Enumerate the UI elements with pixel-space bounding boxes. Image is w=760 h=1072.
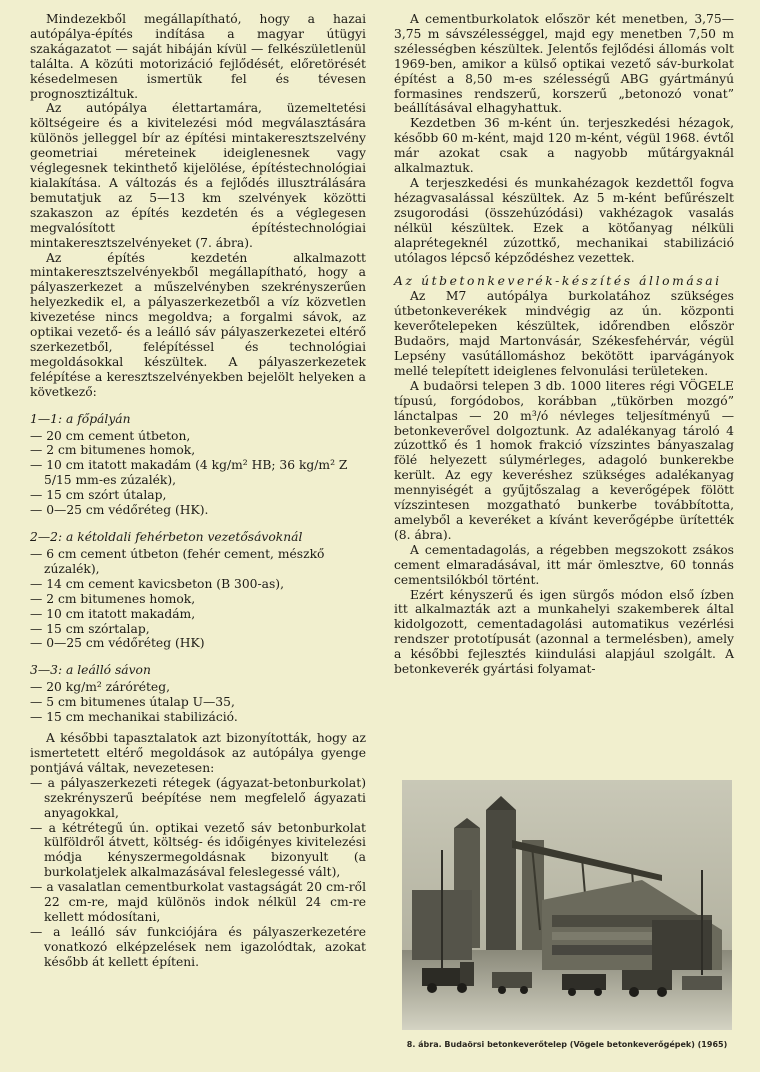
weak-point-item: — a kétrétegű ún. optikai vezető sáv betonburkolat külföldről átvett, költség- és időigényes kivitelezési módja kényszermegoldásnak bizonyult (a burkolatjelek alkalmazásával feleslegessé vált), (30, 820, 366, 880)
layer-item: — 0—25 cm védőréteg (HK) (30, 636, 205, 651)
right-paragraph-2: Kezdetben 36 m-ként ún. terjeszkedési hézagok, később 60 m-ként, majd 120 m-ként, végül 1968. évtől már azokat csak a nagyobb műtárgyaknál alkalmaztuk. (394, 116, 734, 176)
right-paragraph-5: A budaörsi telepen 3 db. 1000 literes régi VÖGELE típusú, forgódobos, korábban „tükörben mozgó” lánctalpas — 20 m³/ó névleges teljesítményű — betonkeverővel dolgoztunk. Az adalékanyag tároló 4 zúzottkő és 1 homok frakció vízszintes bányaszalag fölé helyezett súlymérleges, adagoló bunkerekbe került. Az egy keveréshez szükséges adalékanyag mennyiségét a gyűjtőszalag a keverőgépek fölött vízszintesen mozgatható bunkerbe továbbította, amelyből a keveréket a kívánt keverőgépbe ürítették (8. ábra). (394, 378, 734, 542)
weak-point-item: — a leálló sáv funkciójára és pályaszerkezetére vonatkozó elképzelések nem igazolódtak, azokat később át kellett építeni. (30, 924, 366, 969)
right-paragraph-6: A cementadagolás, a régebben megszokott zsákos cement elmaradásával, itt már ömlesztve, 60 tonnás cementsilókból történt. (394, 542, 734, 587)
layer-item: — 0—25 cm védőréteg (HK). (30, 503, 209, 518)
right-paragraph-7: Ezért kényszerű és igen sürgős módon első ízben itt alkalmazták azt a munkahelyi szakemberek által kidolgozott, cementadagolási automatikus vezérlési rendszer prototípusát (azonnal a termelésben), amely a későbbi fejlesztés kiindulási alapjául szolgált. A betonkeverék gyártási folyamat- (394, 587, 734, 677)
layer-item: — 2 cm bitumenes homok, (30, 591, 196, 606)
section-heading-mixing-stations: Az útbetonkeverék-készítés állomásai (394, 274, 722, 289)
section-heading-1: 1—1: a főpályán (30, 411, 131, 426)
weak-points-list (30, 776, 366, 970)
intro-paragraph-1: Mindezekből megállapítható, hogy a hazai autópálya-építés indítása a magyar útügyi szakágazatot — saját hibáján kívül — felkészületlenül találta. A közúti motorizáció fejlődését, előretörését késedelmesen ismertük fel és tévesen prognosztizáltuk. (30, 12, 366, 101)
layer-item: — 20 cm cement útbeton, (30, 428, 191, 443)
layer-item: — 2 cm bitumenes homok, (30, 443, 196, 458)
layer-item: — 15 cm szórtalap, (30, 621, 150, 636)
layer-item: — 14 cm cement kavicsbeton (B 300-as), (30, 576, 284, 591)
layer-list-3 (30, 680, 366, 725)
layer-item: — 6 cm cement útbeton (fehér cement, mészkő zúzalék), (30, 547, 325, 576)
left-column (30, 12, 366, 970)
intro-paragraph-3: Az építés kezdetén alkalmazott mintakeresztszelvényekből megállapítható, hogy a pályaszerkezet a műszelvényben szekrényszerűen helyezkedik el, a pályaszerkezetből a víz közvetlen kivezetése nincs megoldva; a forgalmi sávok, az optikai vezető- és a leálló sáv pályaszerkezetei eltérő szerkezetből, felépítéssel és technológiai megoldásokkal készültek. A pályaszerkezetek felépítése a keresztszelvényekben bejelölt helyeken a következő: (30, 250, 366, 399)
later-experience-paragraph: A későbbi tapasztalatok azt bizonyították, hogy az ismertetett eltérő megoldások az autópálya gyenge pontjává váltak, nevezetesen: (30, 731, 366, 775)
right-paragraph-1: A cementburkolatok először két menetben, 3,75—3,75 m sávszélességgel, majd egy menetben 7,50 m szélességben készültek. Jelentős fejlődési állomás volt 1969-ben, amikor a külső optikai vezető sáv-burkolat építést a 8,50 m-es szélességű ABG gyártmányú formasines rendszerű, korszerű „betonozó vonat” beállításával elhagyhattuk. (394, 12, 734, 116)
layer-item: — 15 cm mechanikai stabilizáció. (30, 710, 238, 725)
section-heading-3: 3—3: a leálló sávon (30, 663, 151, 678)
section-heading-2: 2—2: a kétoldali fehérbeton vezetősávoknál (30, 530, 303, 544)
right-column (394, 12, 734, 677)
layer-item: — 10 cm itatott makadám (4 kg/m² HB; 36 kg/m² Z 5/15 mm-es zúzalék), (30, 458, 348, 488)
weak-point-item: — a pályaszerkezeti rétegek (ágyazat-betonburkolat) szekrényszerű beépítése nem megfelelő ágyazati anyagokkal, (30, 775, 366, 820)
right-paragraph-3: A terjeszkedési és munkahézagok kezdettől fogva hézagvasalással készültek. Az 5 m-ként befűrészelt zsugorodási (összehúzódási) vakhézagok vasalás nélkül készültek. Ezek a kötőanyag nélküli alaprétegeknél zúzottkő, mechanikai stabilizáció utólagos lépcső képződéshez vezettek. (394, 175, 734, 265)
layer-item: — 10 cm itatott makadám, (30, 606, 196, 621)
layer-item: — 15 cm szórt útalap, (30, 488, 167, 503)
weak-point-item: — a vasalatlan cementburkolat vastagságát 20 cm-ről 22 cm-re, majd különös indok nélkül 24 cm-re kellett módosítani, (30, 880, 366, 924)
concrete-plant-photo (402, 780, 732, 1030)
layer-item: — 20 kg/m² záróréteg, (30, 680, 170, 695)
right-paragraph-4: Az M7 autópálya burkolatához szükséges útbetonkeverékek mindvégig az ún. központi keverőtelepeken készültek, időrendben először Budaörs, majd Martonvásár, Székesfehérvár, végül Lepsény vasútállomáshoz bekötött iparvágányok mellé telepített ideiglenes felvonulási területeken. (394, 289, 734, 378)
layer-item: — 5 cm bitumenes útalap U—35, (30, 695, 235, 710)
figure-caption: 8. ábra. Budaörsi betonkeverőtelep (Vögele betonkeverőgépek) (1965) (406, 1040, 728, 1049)
layer-list-2 (30, 547, 366, 651)
layer-list-1 (30, 429, 366, 518)
intro-paragraph-2: Az autópálya élettartamára, üzemeltetési költségeire és a kivitelezési mód megválasztására különös jelleggel bír az építési mintakeresztszelvény geometriai méreteinek ideiglenesnek vagy véglegesnek tekinthető kijelölése, építéstechnológiai kialakítása. A változás és a fejlődés illusztrálására bemutatjuk az 5—13 km szelvények közötti szakaszon az építés kezdetén és a véglegesen megvalósított építéstechnológiai mintakeresztszelvényeket (7. ábra). (30, 101, 366, 250)
concrete-plant-photo-drawing (402, 780, 732, 1030)
